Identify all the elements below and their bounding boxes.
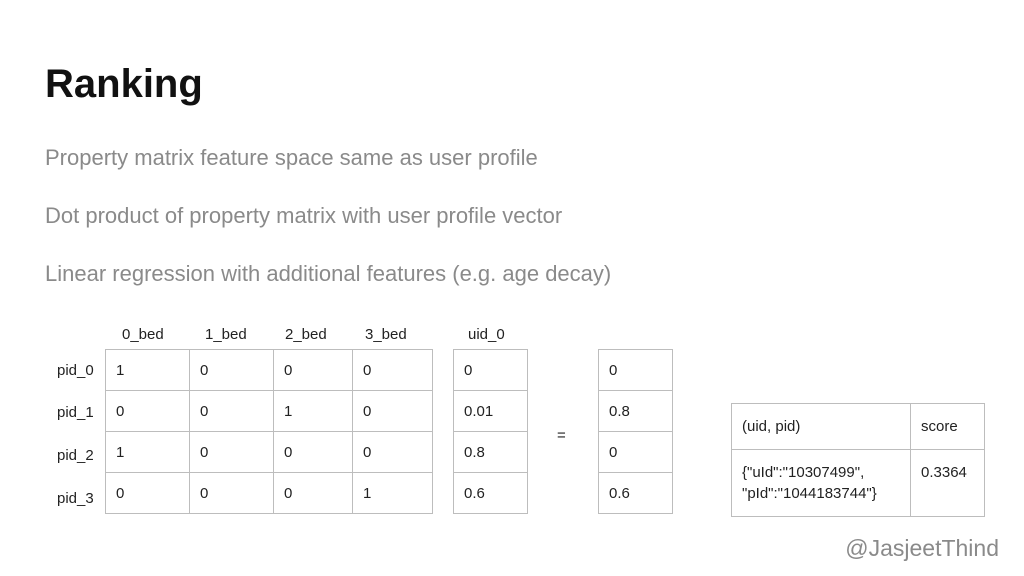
matrix-row-label: pid_0: [57, 362, 94, 379]
matrix-cell: 1: [106, 350, 190, 391]
result-cell: 0: [599, 432, 673, 473]
matrix-column-header: 1_bed: [205, 326, 247, 343]
bullet-item: Linear regression with additional features (e.g. age decay): [45, 261, 612, 286]
matrix-cell: 0: [190, 350, 274, 391]
score-key-line: {"uId":"10307499",: [742, 464, 865, 481]
vector-cell: 0.01: [454, 391, 528, 432]
matrix-cell: 0: [190, 473, 274, 514]
result-cell: 0: [599, 350, 673, 391]
matrix-cell: 0: [190, 432, 274, 473]
table-row: [106, 350, 433, 391]
table-row: [732, 450, 985, 517]
table-row: [599, 350, 673, 391]
result-vector: [598, 349, 673, 514]
matrix-cell: 0: [274, 432, 353, 473]
table-row: [454, 432, 528, 473]
matrix-cell: 0: [106, 391, 190, 432]
table-row: [106, 391, 433, 432]
result-cell: 0.6: [599, 473, 673, 514]
table-row: [454, 391, 528, 432]
vector-cell: 0: [454, 350, 528, 391]
bullet-item: Dot product of property matrix with user profile vector: [45, 203, 563, 228]
vector-cell: 0.8: [454, 432, 528, 473]
score-value-cell: 0.3364: [911, 450, 985, 517]
score-key-line: "pId":"1044183744"}: [742, 485, 877, 502]
matrix-cell: 0: [353, 432, 433, 473]
score-table-header: score: [911, 404, 985, 450]
table-row: [599, 391, 673, 432]
matrix-column-header: 0_bed: [122, 326, 164, 343]
table-row: [454, 473, 528, 514]
matrix-cell: 0: [106, 473, 190, 514]
result-cell: 0.8: [599, 391, 673, 432]
vector-header: uid_0: [468, 326, 505, 343]
matrix-column-header: 2_bed: [285, 326, 327, 343]
matrix-column-header: 3_bed: [365, 326, 407, 343]
slide-title: Ranking: [45, 62, 203, 106]
score-table-header: (uid, pid): [732, 404, 911, 450]
matrix-cell: 0: [274, 350, 353, 391]
table-row: [106, 432, 433, 473]
matrix-cell: 0: [274, 473, 353, 514]
matrix-cell: 1: [353, 473, 433, 514]
matrix-row-label: pid_3: [57, 490, 94, 507]
table-row: [599, 432, 673, 473]
matrix-cell: 0: [353, 391, 433, 432]
table-row: [599, 473, 673, 514]
matrix-cell: 0: [353, 350, 433, 391]
vector-cell: 0.6: [454, 473, 528, 514]
matrix-row-label: pid_1: [57, 404, 94, 421]
user-profile-vector: [453, 349, 528, 514]
bullet-item: Property matrix feature space same as user profile: [45, 145, 538, 170]
equals-sign: =: [557, 427, 566, 444]
matrix-cell: 1: [274, 391, 353, 432]
score-table: [731, 403, 985, 517]
matrix-cell: 1: [106, 432, 190, 473]
table-row: [106, 473, 433, 514]
author-handle: @JasjeetThind: [845, 535, 999, 561]
bullet-list: [45, 144, 611, 318]
matrix-row-label: pid_2: [57, 447, 94, 464]
score-key-cell: [732, 450, 911, 517]
matrix-cell: 0: [190, 391, 274, 432]
table-header-row: [732, 404, 985, 450]
table-row: [454, 350, 528, 391]
property-matrix: [105, 349, 433, 514]
